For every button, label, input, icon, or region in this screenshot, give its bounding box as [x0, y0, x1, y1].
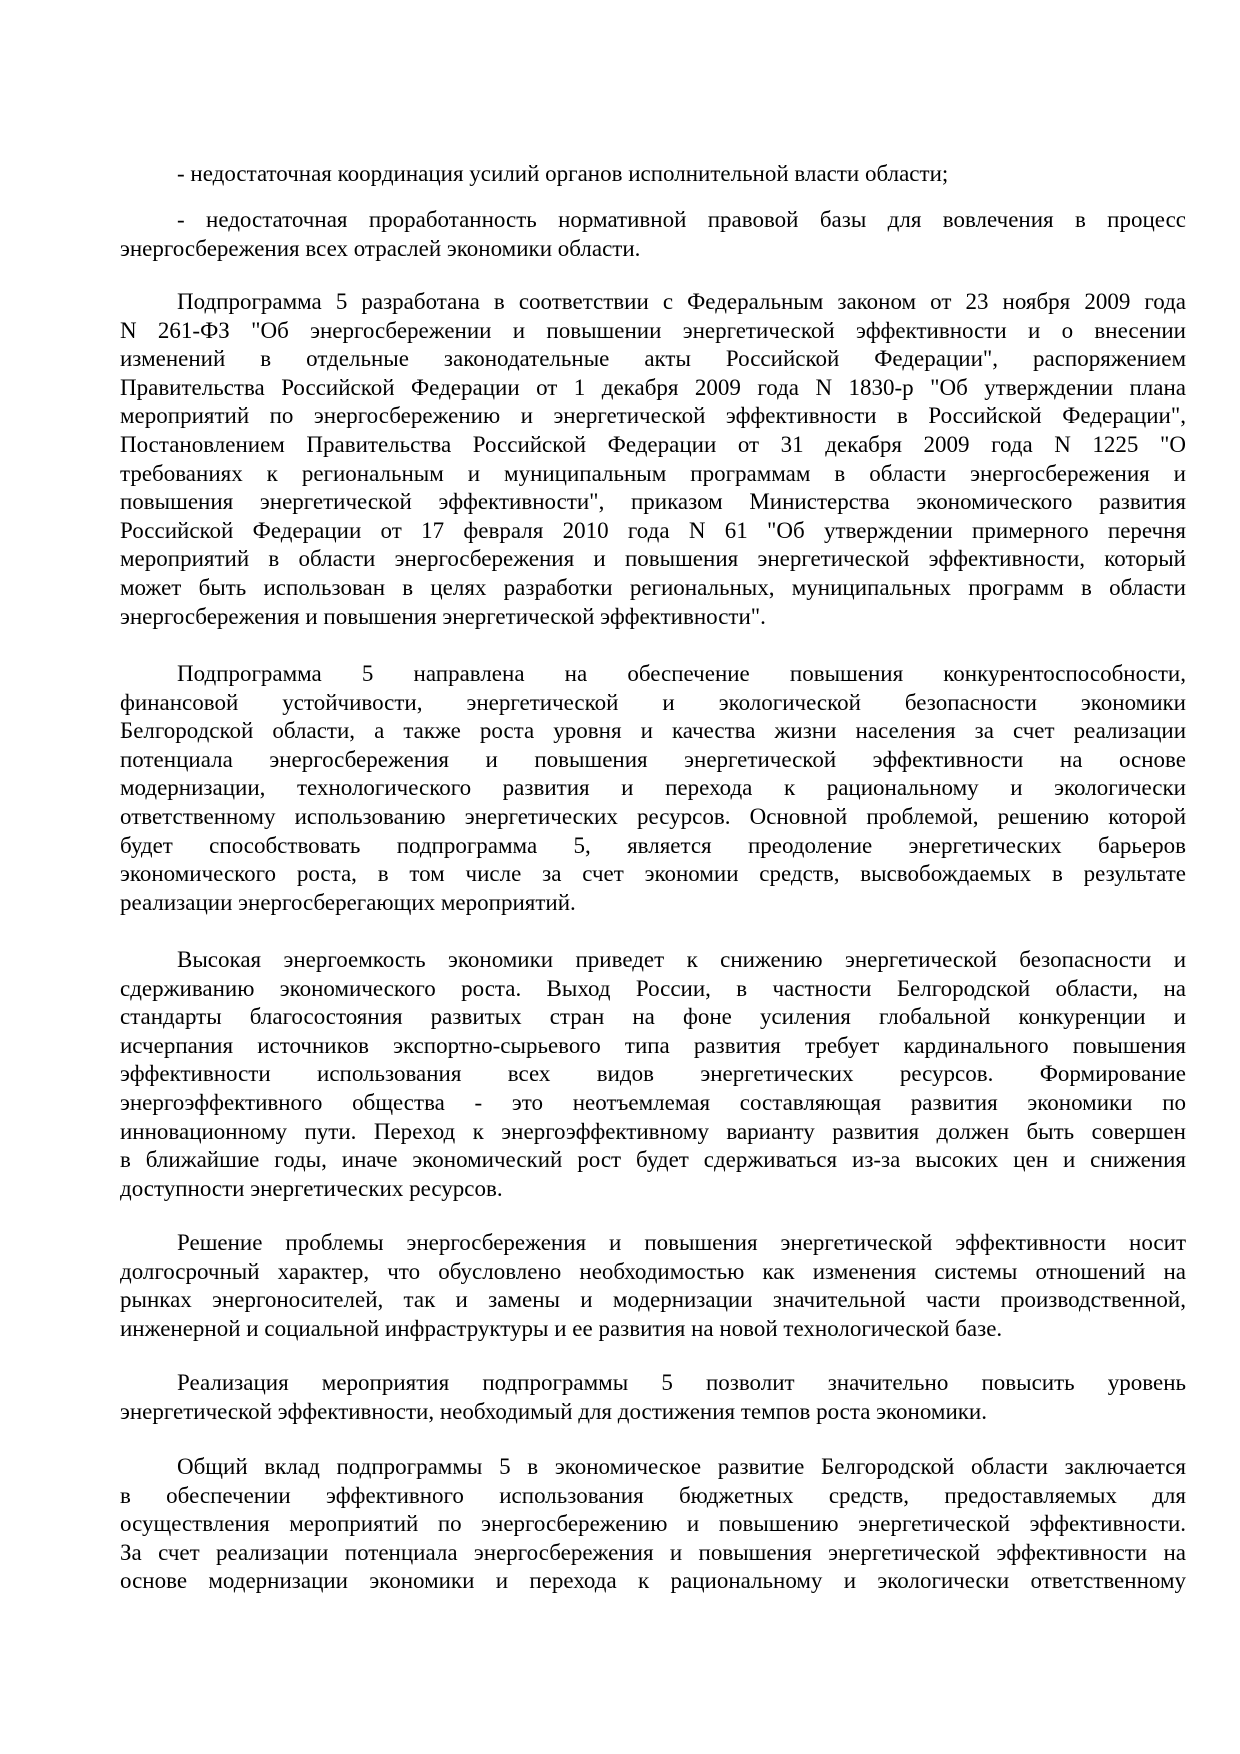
text-line: - недостаточная координация усилий органов исполнительной власти области; — [177, 161, 949, 186]
paragraph-1 — [120, 160, 1186, 189]
text-line: энергосбережения и повышения энергетической эффективности". — [120, 603, 766, 629]
text-line: мероприятий в области энергосбережения и повышения энергетической эффективности, который — [120, 546, 1186, 572]
paragraph-3 — [120, 288, 1186, 631]
text-line: требованиях к региональным и муниципальным программам в области энергосбережения и — [120, 460, 1186, 486]
text-line: финансовой устойчивости, энергетической и экологической безопасности экономики — [120, 689, 1186, 715]
text-line: Постановлением Правительства Российской Федерации от 31 декабря 2009 года N 1225 "О — [120, 431, 1186, 457]
text-line: инженерной и социальной инфраструктуры и ее развития на новой технологической базе. — [120, 1315, 1003, 1341]
text-line: рынках энергоносителей, так и замены и модернизации значительной части производственной, — [120, 1287, 1186, 1313]
paragraph-2 — [120, 206, 1186, 263]
text-line: основе модернизации экономики и перехода к рациональному и экологически ответственному — [120, 1568, 1186, 1594]
text-line: инновационному пути. Переход к энергоэффективному варианту развития должен быть совершен — [120, 1118, 1186, 1144]
text-line: сдерживанию экономического роста. Выход России, в частности Белгородской области, на — [120, 975, 1186, 1001]
paragraph-5 — [120, 946, 1186, 1203]
paragraph-7 — [120, 1369, 1186, 1426]
text-line: может быть использован в целях разработки региональных, муниципальных программ в области — [120, 574, 1186, 600]
text-line: ответственному использованию энергетических ресурсов. Основной проблемой, решению которой — [120, 803, 1186, 829]
text-line: экономического роста, в том числе за счет экономии средств, высвобождаемых в результате — [120, 861, 1186, 887]
text-line: модернизации, технологического развития и перехода к рациональному и экологически — [120, 775, 1186, 801]
text-line: реализации энергосберегающих мероприятий. — [120, 889, 576, 915]
text-line: эффективности использования всех видов энергетических ресурсов. Формирование — [120, 1061, 1186, 1087]
text-line: Белгородской области, а также роста уровня и качества жизни населения за счет реализации — [120, 718, 1186, 744]
text-line: исчерпания источников экспортно-сырьевого типа развития требует кардинального повышения — [120, 1032, 1186, 1058]
text-line: Подпрограмма 5 направлена на обеспечение повышения конкурентоспособности, — [177, 661, 1186, 686]
paragraph-8 — [120, 1453, 1186, 1596]
text-line: повышения энергетической эффективности", приказом Министерства экономического развития — [120, 489, 1186, 515]
text-line: доступности энергетических ресурсов. — [120, 1175, 503, 1201]
text-line: потенциала энергосбережения и повышения энергетической эффективности на основе — [120, 746, 1186, 772]
text-line: в обеспечении эффективного использования бюджетных средств, предоставляемых для — [120, 1482, 1186, 1508]
text-line: Высокая энергоемкость экономики приведет к снижению энергетической безопасности и — [177, 947, 1186, 972]
text-line: Решение проблемы энергосбережения и повышения энергетической эффективности носит — [177, 1230, 1186, 1255]
text-line: За счет реализации потенциала энергосбережения и повышения энергетической эффективности на — [120, 1539, 1186, 1565]
text-line: Подпрограмма 5 разработана в соответствии с Федеральным законом от 23 ноября 2009 года — [177, 289, 1186, 314]
paragraph-4 — [120, 660, 1186, 917]
text-line: энергетической эффективности, необходимый для достижения темпов роста экономики. — [120, 1398, 987, 1424]
text-line: изменений в отдельные законодательные акты Российской Федерации", распоряжением — [120, 346, 1186, 372]
text-line: осуществления мероприятий по энергосбережению и повышению энергетической эффективности. — [120, 1511, 1186, 1537]
paragraph-6 — [120, 1229, 1186, 1343]
text-line: Российской Федерации от 17 февраля 2010 года N 61 "Об утверждении примерного перечня — [120, 517, 1186, 543]
text-line: Общий вклад подпрограммы 5 в экономическое развитие Белгородской области заключается — [177, 1454, 1186, 1479]
text-line: стандарты благосостояния развитых стран на фоне усиления глобальной конкуренции и — [120, 1004, 1186, 1030]
text-line: будет способствовать подпрограмма 5, является преодоление энергетических барьеров — [120, 832, 1186, 858]
text-line: долгосрочный характер, что обусловлено необходимостью как изменения системы отношений на — [120, 1258, 1186, 1284]
text-line: N 261-ФЗ "Об энергосбережении и повышении энергетической эффективности и о внесении — [120, 317, 1186, 343]
text-line: - недостаточная проработанность нормативной правовой базы для вовлечения в процесс — [177, 207, 1186, 232]
text-line: энергоэффективного общества - это неотъемлемая составляющая развития экономики по — [120, 1089, 1186, 1115]
text-line: энергосбережения всех отраслей экономики области. — [120, 235, 641, 261]
text-line: мероприятий по энергосбережению и энергетической эффективности в Российской Федерации", — [120, 403, 1186, 429]
text-line: Реализация мероприятия подпрограммы 5 позволит значительно повысить уровень — [177, 1370, 1186, 1395]
text-line: Правительства Российской Федерации от 1 декабря 2009 года N 1830-р "Об утверждении плана — [120, 374, 1186, 400]
text-line: в ближайшие годы, иначе экономический рост будет сдерживаться из-за высоких цен и снижения — [120, 1147, 1186, 1173]
